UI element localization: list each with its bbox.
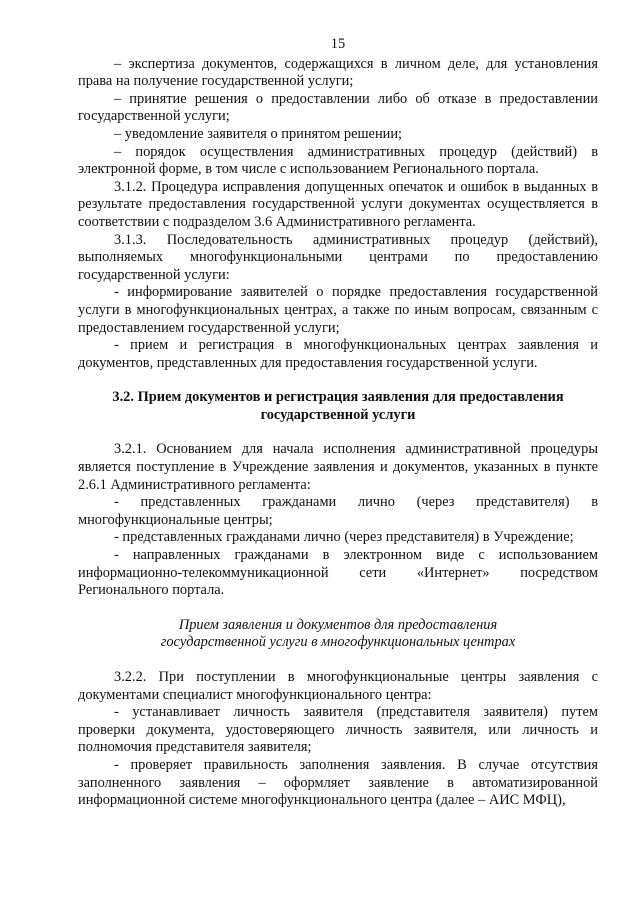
paragraph-3-1-3: 3.1.3. Последовательность административных процедур (действий), выполняемых многофункциональными центрами по предоставлению государственной услуги:: [78, 231, 598, 283]
document-page: [78, 36, 598, 810]
paragraph-3-1-2: 3.1.2. Процедура исправления допущенных опечаток и ошибок в выданных в результате предоставления государственной услуги документах осуществляется в соответствии с подразделом 3.6 Административного регламента.: [78, 178, 598, 230]
paragraph-3-2-1: 3.2.1. Основанием для начала исполнения административной процедуры является поступление в Учреждение заявления и документов, указанных в пункте 2.6.1 Административного регламента:: [78, 441, 598, 493]
list-item-electronic: - направленных гражданами в электронном виде с использованием информационно-телекоммуникационной сети «Интернет» посредством Регионального портала.: [78, 547, 598, 599]
list-item-document-examination: – экспертиза документов, содержащихся в личном деле, для установления права на получение государственной услуги;: [78, 55, 598, 90]
subsection-heading: [78, 617, 598, 652]
section-3-2-2: [78, 669, 598, 810]
list-item-notification: – уведомление заявителя о принятом решении;: [114, 125, 403, 142]
paragraph-3-2-2: 3.2.2. При поступлении в многофункциональные центры заявления с документами специалист многофункционального центра:: [78, 669, 598, 703]
section-3-1-continuation: [78, 56, 598, 373]
list-item-institution: - представленных гражданами лично (через представителя) в Учреждение;: [114, 529, 574, 546]
list-item-mfc: - представленных гражданами лично (через представителя) в многофункциональные центры;: [78, 494, 598, 528]
section-3-2-1: [78, 441, 598, 599]
list-item-identity: - устанавливает личность заявителя (представителя заявителя) путем проверки документа, удостоверяющего личность заявителя, или личность и полномочия представителя заявителя;: [78, 704, 598, 756]
section-heading-3-2: [78, 389, 598, 424]
list-item-check-application: - проверяет правильность заполнения заявления. В случае отсутствия заполненного заявления – оформляет заявление в автоматизированной информационной системе многофункционального центра (далее – АИС МФЦ),: [78, 756, 598, 809]
list-item-informing: - информирование заявителей о порядке предоставления государственной услуги в многофункциональных центрах, а также по иным вопросам, связанным с предоставлением государственной услуги;: [78, 284, 598, 336]
list-item-reception: - прием и регистрация в многофункциональных центрах заявления и документов, представленных для предоставления государственной услуги.: [78, 337, 598, 371]
section-heading-line-2: государственной услуги: [260, 406, 416, 423]
subsection-heading-line-2: государственной услуги в многофункциональных центрах: [160, 634, 516, 651]
page-number: 15: [330, 36, 346, 52]
section-heading-line-1: 3.2. Прием документов и регистрация заявления для предоставления: [112, 389, 564, 406]
list-item-decision: – принятие решения о предоставлении либо об отказе в предоставлении государственной услуги;: [78, 90, 598, 125]
subsection-heading-line-1: Прием заявления и документов для предоставления: [178, 616, 498, 633]
list-item-electronic-procedures: – порядок осуществления административных процедур (действий) в электронной форме, в том числе с использованием Регионального портала.: [78, 143, 598, 178]
